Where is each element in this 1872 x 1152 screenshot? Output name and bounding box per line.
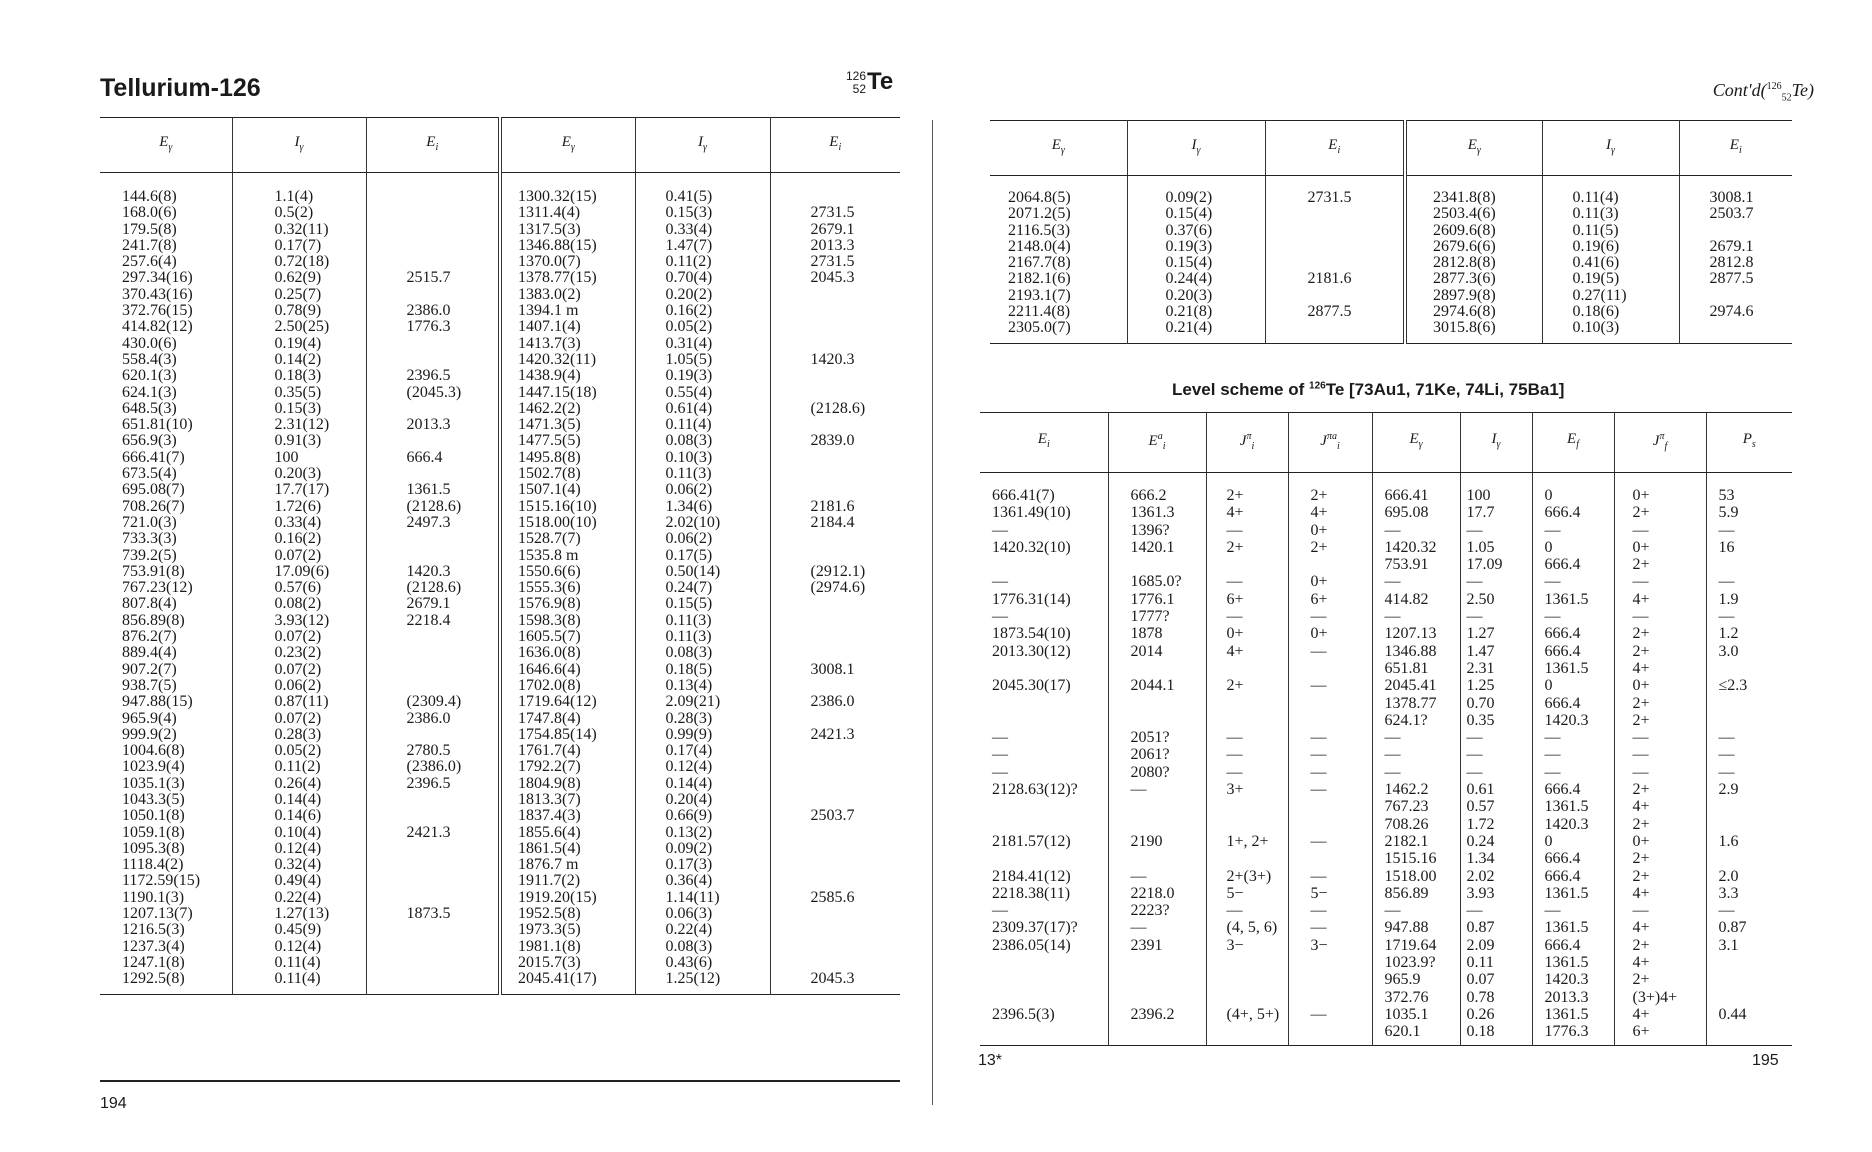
header-i-gamma: $I_\gamma$ xyxy=(1127,121,1265,176)
nuclide-z: 52 xyxy=(852,81,867,96)
level-scheme-title: Level scheme of $^{126}$Te [73Au1, 71Ke, 74Li, 75Ba1] xyxy=(1172,380,1565,399)
gamma-intensity-column: 0.09(2) 0.15(4) 0.37(6) 0.19(3) 0.15(4) 0.24(4) 0.20(3) 0.21(8) 0.21(4) xyxy=(1127,176,1265,344)
header-j-i: $J^\pi_i$ xyxy=(1206,413,1288,473)
gamma-table-left xyxy=(100,117,900,995)
gamma-intensity-column: 0.11(4) 0.11(3) 0.11(5) 0.19(6) 0.41(6) 0.19(5) 0.27(11) 0.18(6) 0.10(3) xyxy=(1542,176,1679,344)
header-i-gamma: $I_\gamma$ xyxy=(1542,121,1679,176)
header-e-i: $E_i$ xyxy=(1265,121,1405,176)
level-scheme-table xyxy=(980,412,1792,1046)
gutter-line xyxy=(932,120,933,1105)
footer-rule xyxy=(100,1080,900,1082)
gamma-table-right xyxy=(990,120,1792,344)
initial-level-column: 3008.1 2503.7 2679.1 2812.8 2877.5 2974.6 xyxy=(1709,189,1754,321)
gamma-intensity-column: 1.1(4) 0.5(2) 0.32(11) 0.17(7) 0.72(18) 0.62(9) 0.25(7) 0.78(9) 2.50(25) 0.19(4) 0.14(2) 0.18(3) 0.35(5) 0.15(3) 2.31(12) 0.91(3) 100 0.20(3) 17.7(17) 1.72(6) 0.33(4) 0.16(2) 0.07(2) 17.09(6) 0.57(6) 0.08(2) 3.93(12) 0.07(2) 0.23(2) 0.07(2) 0.06(2) 0.87(11) 0.07(2) 0.28(3) 0.05(2) 0.11(2) 0.26(4) 0.14(4) 0.14(6) 0.10(4) 0.12(4) 0.32(4) 0.49(4) 0.22(4) 1.27(13) 0.45(9) 0.12(4) 0.11(4) 0.11(4) xyxy=(232,173,366,995)
footer-signature: 13* xyxy=(978,1052,1003,1069)
continued-label: Cont'd($^{126}_{52}$Te) xyxy=(1712,80,1814,104)
final-spin-column: 0+ 2+ — 0+ 2+ — 4+ — 2+ 2+ 4+ 0+ 2+ 2+ — — — 2+ 4+ 2+ 0+ 2+ 2+ 4+ — 4+ 2+ 4+ 2+ (3+)4+ 4+ 6+ xyxy=(1614,473,1706,1046)
header-i-gamma: $I_\gamma$ xyxy=(232,118,366,173)
nuclide-label xyxy=(846,68,893,96)
gamma-energy-column: 1300.32(15) 1311.4(4) 1317.5(3) 1346.88(15) 1370.0(7) 1378.77(15) 1383.0(2) 1394.1 m 1407.1(4) 1413.7(3) 1420.32(11) 1438.9(4) 1447.15(18) 1462.2(2) 1471.3(5) 1477.5(5) 1495.8(8) 1502.7(8) 1507.1(4) 1515.16(10) 1518.00(10) 1528.7(7) 1535.8 m 1550.6(6) 1555.3(6) 1576.9(8) 1598.3(8) 1605.5(7) 1636.0(8) 1646.6(4) 1702.0(8) 1719.64(12) 1747.8(4) 1754.85(14) 1761.7(4) 1792.2(7) 1804.9(8) 1813.3(7) 1837.4(3) 1855.6(4) 1861.5(4) 1876.7 m 1911.7(2) 1919.20(15) 1952.5(8) 1973.3(5) 1981.1(8) 2015.7(3) 2045.41(17) xyxy=(500,173,635,995)
header-e-gamma: $E_\gamma$ xyxy=(1372,413,1460,473)
header-e-f: $E_f$ xyxy=(1532,413,1614,473)
header-j-f: $J^\pi_f$ xyxy=(1614,413,1706,473)
header-e-i-a: $E^a_i$ xyxy=(1108,413,1206,473)
header-e-i: $E_i$ xyxy=(980,413,1108,473)
header-e-gamma: $E_\gamma$ xyxy=(990,121,1127,176)
level-energy-column: 666.41(7) 1361.49(10) — 1420.32(10) — 1776.31(14) — 1873.54(10) 2013.30(12) 2045.30(17) — — — 2128.63(12)? 2181.57(12) 2184.41(12) 2218.38(11) — 2309.37(17)? 2386.05(14) 2396.5(3) xyxy=(980,473,1108,1046)
page-title: Tellurium-126 xyxy=(100,74,261,102)
initial-level-column: 2515.7 2386.0 1776.3 2396.5 (2045.3) 2013.3 666.4 1361.5 (2128.6) 2497.3 1420.3 (2128.6) 2679.1 2218.4 (2309.4) 2386.0 2780.5 (2386.0) 2396.5 2421.3 1873.5 xyxy=(366,173,500,995)
header-e-i: $E_i$ xyxy=(366,118,500,173)
spin-parity-column: 2+ 4+ — 2+ — 6+ — 0+ 4+ 2+ — — — 3+ 1+, 2+ 2+(3+) 5− — (4, 5, 6) 3− (4+, 5+) xyxy=(1206,473,1288,1046)
gamma-energy-column: 144.6(8) 168.0(6) 179.5(8) 241.7(8) 257.6(4) 297.34(16) 370.43(16) 372.76(15) 414.82(12) 430.0(6) 558.4(3) 620.1(3) 624.1(3) 648.5(3) 651.81(10) 656.9(3) 666.41(7) 673.5(4) 695.08(7) 708.26(7) 721.0(3) 733.3(3) 739.2(5) 753.91(8) 767.23(12) 807.8(4) 856.89(8) 876.2(7) 889.4(4) 907.2(7) 938.7(5) 947.88(15) 965.9(4) 999.9(2) 1004.6(8) 1023.9(4) 1035.1(3) 1043.3(5) 1050.1(8) 1059.1(8) 1095.3(8) 1118.4(2) 1172.59(15) 1190.1(3) 1207.13(7) 1216.5(3) 1237.3(4) 1247.1(8) 1292.5(8) xyxy=(100,173,232,995)
initial-level-column: 2731.5 2181.6 2877.5 xyxy=(1265,176,1405,344)
gamma-energy-column: 2341.8(8) 2503.4(6) 2609.6(8) 2679.6(6) 2812.8(8) 2877.3(6) 2897.9(8) 2974.6(8) 3015.8(6) xyxy=(1405,176,1542,344)
page-number: 194 xyxy=(100,1095,127,1112)
header-i-gamma: $I_\gamma$ xyxy=(635,118,770,173)
header-e-i: $E_i$ xyxy=(1679,121,1792,176)
gamma-energy-column: 2064.8(5) 2071.2(5) 2116.5(3) 2148.0(4) 2167.7(8) 2182.1(6) 2193.1(7) 2211.4(8) 2305.0(7) xyxy=(990,176,1127,344)
nuclide-mass: 126 xyxy=(846,68,867,83)
ps-column: 53 5.9 — 16 — 1.9 — 1.2 3.0 ≤2.3 — — — 2.9 1.6 2.0 3.3 — 0.87 3.1 0.44 xyxy=(1718,487,1748,1023)
gamma-energy-column: 666.41 695.08 — 1420.32 753.91 — 414.82 — 1207.13 1346.88 651.81 2045.41 1378.77 624.1? — — — 1462.2 767.23 708.26 2182.1 1515.16 1518.00 856.89 — 947.88 1719.64 1023.9? 965.9 372.76 1035.1 620.1 xyxy=(1372,473,1460,1046)
spin-parity-a-column: 2+ 4+ 0+ 2+ 0+ 6+ — 0+ — — — — — — — — 5− — — 3− — xyxy=(1288,473,1372,1046)
header-e-gamma: $E_\gamma$ xyxy=(100,118,232,173)
header-e-gamma: $E_\gamma$ xyxy=(1405,121,1542,176)
header-j-i-a: $J^{\pi a}_i$ xyxy=(1288,413,1372,473)
final-level-column: 0 666.4 — 0 666.4 — 1361.5 — 666.4 666.4 1361.5 0 666.4 1420.3 — — — 666.4 1361.5 1420.3 0 666.4 666.4 1361.5 — 1361.5 666.4 1361.5 1420.3 2013.3 1361.5 1776.3 xyxy=(1532,473,1614,1046)
gamma-intensity-column: 100 17.7 — 1.05 17.09 — 2.50 — 1.27 1.47 2.31 1.25 0.70 0.35 — — — 0.61 0.57 1.72 0.24 1.34 2.02 3.93 — 0.87 2.09 0.11 0.07 0.78 0.26 0.18 xyxy=(1460,473,1532,1046)
page-number: 195 xyxy=(1752,1052,1779,1069)
header-p-s: $P_s$ xyxy=(1706,413,1792,473)
header-e-gamma: $E_\gamma$ xyxy=(500,118,635,173)
header-e-i: $E_i$ xyxy=(770,118,900,173)
initial-level-column: 2731.5 2679.1 2013.3 2731.5 2045.3 1420.3 (2128.6) 2839.0 2181.6 2184.4 (2912.1) (2974.6) 3008.1 2386.0 2421.3 2503.7 2585.6 2045.3 xyxy=(810,204,866,988)
left-page xyxy=(0,0,930,1152)
nuclide-symbol: Te xyxy=(867,68,894,95)
header-i-gamma: $I_\gamma$ xyxy=(1460,413,1532,473)
level-energy-a-column: 666.2 1361.3 1396? 1420.1 1685.0? 1776.1 1777? 1878 2014 2044.1 2051? 2061? 2080? — 2190 — 2218.0 2223? — 2391 2396.2 xyxy=(1108,473,1206,1046)
gamma-intensity-column: 0.41(5) 0.15(3) 0.33(4) 1.47(7) 0.11(2) 0.70(4) 0.20(2) 0.16(2) 0.05(2) 0.31(4) 1.05(5) 0.19(3) 0.55(4) 0.61(4) 0.11(4) 0.08(3) 0.10(3) 0.11(3) 0.06(2) 1.34(6) 2.02(10) 0.06(2) 0.17(5) 0.50(14) 0.24(7) 0.15(5) 0.11(3) 0.11(3) 0.08(3) 0.18(5) 0.13(4) 2.09(21) 0.28(3) 0.99(9) 0.17(4) 0.12(4) 0.14(4) 0.20(4) 0.66(9) 0.13(2) 0.09(2) 0.17(3) 0.36(4) 1.14(11) 0.06(3) 0.22(4) 0.08(3) 0.43(6) 1.25(12) xyxy=(635,173,770,995)
